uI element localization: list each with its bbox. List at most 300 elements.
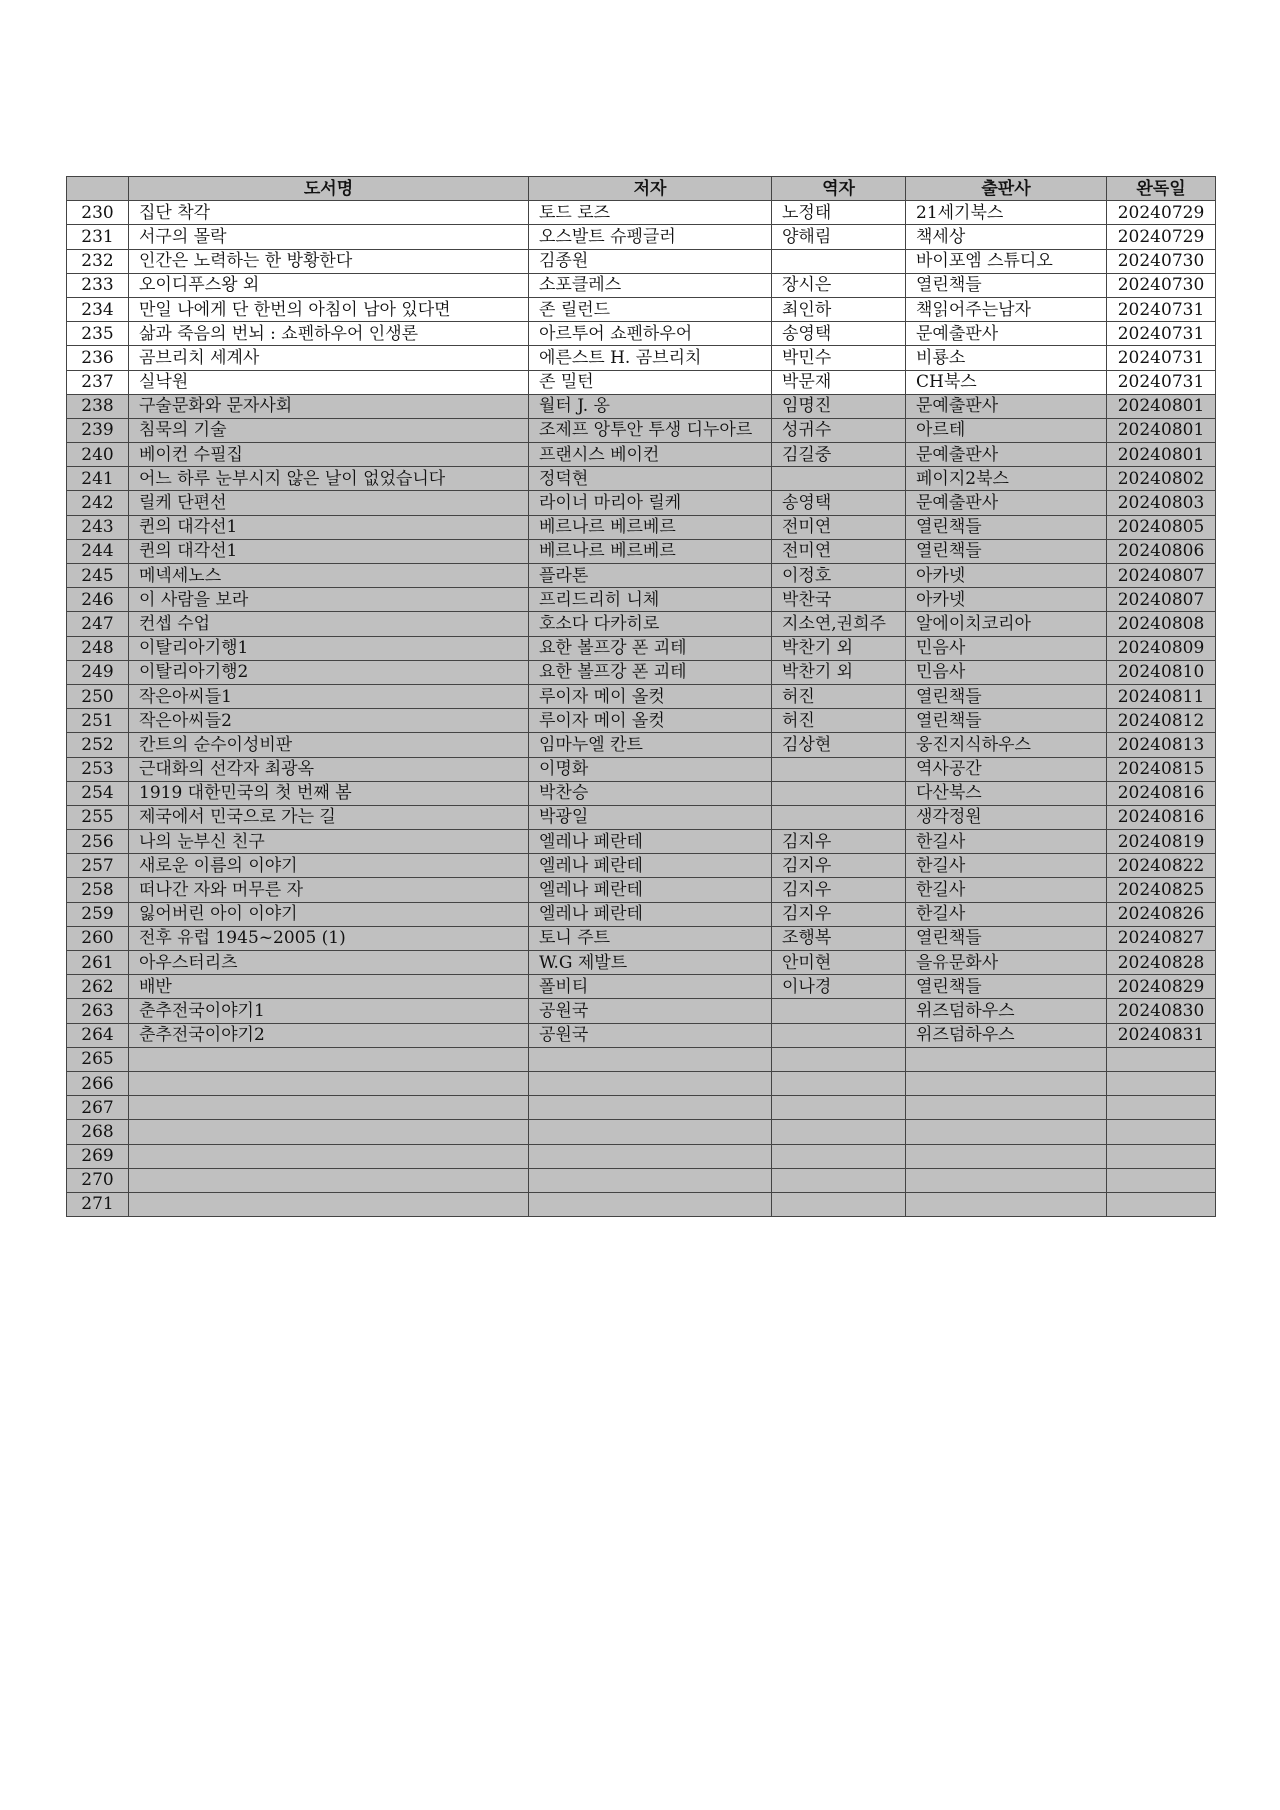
- publisher-cell: 비룡소: [906, 346, 1107, 370]
- book-title-cell: 작은아씨들2: [129, 709, 529, 733]
- translator-cell: [772, 249, 906, 273]
- translator-cell: 송영택: [772, 491, 906, 515]
- row-number-cell: 251: [67, 709, 129, 733]
- translator-cell: 양해림: [772, 225, 906, 249]
- table-row: [67, 1096, 1216, 1120]
- author-cell: 엘레나 페란테: [529, 878, 772, 902]
- translator-cell: 최인하: [772, 297, 906, 321]
- author-cell: 공원국: [529, 1023, 772, 1047]
- table-row: [67, 564, 1216, 588]
- publisher-cell: [906, 1192, 1107, 1216]
- publisher-cell: 한길사: [906, 878, 1107, 902]
- author-cell: [529, 1192, 772, 1216]
- translator-cell: 김지우: [772, 878, 906, 902]
- finish-date-cell: 20240805: [1107, 515, 1216, 539]
- finish-date-cell: 20240801: [1107, 394, 1216, 418]
- translator-cell: [772, 1120, 906, 1144]
- publisher-cell: 문예출판사: [906, 322, 1107, 346]
- translator-cell: 박문재: [772, 370, 906, 394]
- translator-cell: 장시은: [772, 273, 906, 297]
- finish-date-cell: 20240801: [1107, 418, 1216, 442]
- book-title-cell: 춘추전국이야기2: [129, 1023, 529, 1047]
- publisher-cell: CH북스: [906, 370, 1107, 394]
- header-publisher: 출판사: [906, 177, 1107, 201]
- book-title-cell: 베이컨 수필집: [129, 443, 529, 467]
- table-row: [67, 225, 1216, 249]
- translator-cell: 박민수: [772, 346, 906, 370]
- finish-date-cell: 20240731: [1107, 297, 1216, 321]
- publisher-cell: [906, 1144, 1107, 1168]
- translator-cell: 김길중: [772, 443, 906, 467]
- author-cell: [529, 1144, 772, 1168]
- table-row: [67, 733, 1216, 757]
- translator-cell: 성귀수: [772, 418, 906, 442]
- table-row: [67, 684, 1216, 708]
- author-cell: 정덕현: [529, 467, 772, 491]
- table-row: [67, 394, 1216, 418]
- book-title-cell: [129, 1120, 529, 1144]
- author-cell: 오스발트 슈펭글러: [529, 225, 772, 249]
- author-cell: 프랜시스 베이컨: [529, 443, 772, 467]
- table-row: [67, 346, 1216, 370]
- finish-date-cell: 20240831: [1107, 1023, 1216, 1047]
- row-number-cell: 265: [67, 1047, 129, 1071]
- book-title-cell: 릴케 단편선: [129, 491, 529, 515]
- finish-date-cell: 20240731: [1107, 370, 1216, 394]
- author-cell: 존 릴런드: [529, 297, 772, 321]
- finish-date-cell: [1107, 1144, 1216, 1168]
- finish-date-cell: 20240731: [1107, 322, 1216, 346]
- publisher-cell: 아카넷: [906, 564, 1107, 588]
- translator-cell: 허진: [772, 684, 906, 708]
- finish-date-cell: [1107, 1047, 1216, 1071]
- publisher-cell: 역사공간: [906, 757, 1107, 781]
- author-cell: W.G 제발트: [529, 951, 772, 975]
- row-number-cell: 260: [67, 926, 129, 950]
- row-number-cell: 236: [67, 346, 129, 370]
- book-title-cell: 퀸의 대각선1: [129, 539, 529, 563]
- table-row: [67, 1071, 1216, 1095]
- table-row: [67, 854, 1216, 878]
- row-number-cell: 238: [67, 394, 129, 418]
- row-number-cell: 249: [67, 660, 129, 684]
- translator-cell: 전미연: [772, 539, 906, 563]
- table-row: [67, 660, 1216, 684]
- translator-cell: [772, 1047, 906, 1071]
- translator-cell: 노정태: [772, 201, 906, 225]
- row-number-cell: 241: [67, 467, 129, 491]
- book-title-cell: [129, 1071, 529, 1095]
- row-number-cell: 255: [67, 805, 129, 829]
- author-cell: 공원국: [529, 999, 772, 1023]
- book-title-cell: 나의 눈부신 친구: [129, 830, 529, 854]
- publisher-cell: 문예출판사: [906, 443, 1107, 467]
- publisher-cell: 한길사: [906, 854, 1107, 878]
- finish-date-cell: 20240809: [1107, 636, 1216, 660]
- book-title-cell: [129, 1168, 529, 1192]
- author-cell: 프리드리히 니체: [529, 588, 772, 612]
- table-row: [67, 297, 1216, 321]
- book-title-cell: 제국에서 민국으로 가는 길: [129, 805, 529, 829]
- table-row: [67, 515, 1216, 539]
- header-author: 저자: [529, 177, 772, 201]
- finish-date-cell: [1107, 1120, 1216, 1144]
- author-cell: 월터 J. 옹: [529, 394, 772, 418]
- book-title-cell: 1919 대한민국의 첫 번째 봄: [129, 781, 529, 805]
- finish-date-cell: 20240731: [1107, 346, 1216, 370]
- publisher-cell: 열린책들: [906, 709, 1107, 733]
- translator-cell: 허진: [772, 709, 906, 733]
- author-cell: [529, 1096, 772, 1120]
- book-title-cell: [129, 1144, 529, 1168]
- row-number-cell: 248: [67, 636, 129, 660]
- table-row: [67, 1023, 1216, 1047]
- finish-date-cell: 20240816: [1107, 781, 1216, 805]
- finish-date-cell: 20240812: [1107, 709, 1216, 733]
- row-number-cell: 253: [67, 757, 129, 781]
- finish-date-cell: 20240802: [1107, 467, 1216, 491]
- book-title-cell: 이탈리아기행2: [129, 660, 529, 684]
- book-title-cell: [129, 1192, 529, 1216]
- translator-cell: 송영택: [772, 322, 906, 346]
- author-cell: 엘레나 페란테: [529, 902, 772, 926]
- publisher-cell: 민음사: [906, 636, 1107, 660]
- author-cell: 루이자 메이 올컷: [529, 684, 772, 708]
- row-number-cell: 262: [67, 975, 129, 999]
- finish-date-cell: [1107, 1071, 1216, 1095]
- publisher-cell: [906, 1096, 1107, 1120]
- publisher-cell: 열린책들: [906, 273, 1107, 297]
- translator-cell: 안미현: [772, 951, 906, 975]
- table-row: [67, 1144, 1216, 1168]
- row-number-cell: 257: [67, 854, 129, 878]
- publisher-cell: [906, 1047, 1107, 1071]
- author-cell: 토니 주트: [529, 926, 772, 950]
- finish-date-cell: 20240816: [1107, 805, 1216, 829]
- book-title-cell: 칸트의 순수이성비판: [129, 733, 529, 757]
- table-header-row: [67, 177, 1216, 201]
- book-title-cell: 배반: [129, 975, 529, 999]
- publisher-cell: 책세상: [906, 225, 1107, 249]
- row-number-cell: 268: [67, 1120, 129, 1144]
- finish-date-cell: 20240808: [1107, 612, 1216, 636]
- row-number-cell: 232: [67, 249, 129, 273]
- row-number-cell: 267: [67, 1096, 129, 1120]
- table-row: [67, 539, 1216, 563]
- row-number-cell: 242: [67, 491, 129, 515]
- translator-cell: [772, 757, 906, 781]
- translator-cell: 김지우: [772, 902, 906, 926]
- row-number-cell: 252: [67, 733, 129, 757]
- finish-date-cell: [1107, 1192, 1216, 1216]
- author-cell: 루이자 메이 올컷: [529, 709, 772, 733]
- author-cell: 호소다 다카히로: [529, 612, 772, 636]
- author-cell: 토드 로즈: [529, 201, 772, 225]
- finish-date-cell: 20240801: [1107, 443, 1216, 467]
- book-title-cell: 오이디푸스왕 외: [129, 273, 529, 297]
- header-title: 도서명: [129, 177, 529, 201]
- translator-cell: [772, 1192, 906, 1216]
- author-cell: [529, 1071, 772, 1095]
- row-number-cell: 237: [67, 370, 129, 394]
- row-number-cell: 230: [67, 201, 129, 225]
- book-title-cell: 인간은 노력하는 한 방황한다: [129, 249, 529, 273]
- table-row: [67, 273, 1216, 297]
- translator-cell: 이나경: [772, 975, 906, 999]
- book-title-cell: 실낙원: [129, 370, 529, 394]
- table-row: [67, 418, 1216, 442]
- publisher-cell: 열린책들: [906, 926, 1107, 950]
- publisher-cell: 책읽어주는남자: [906, 297, 1107, 321]
- publisher-cell: 알에이치코리아: [906, 612, 1107, 636]
- row-number-cell: 266: [67, 1071, 129, 1095]
- translator-cell: [772, 467, 906, 491]
- book-title-cell: 새로운 이름의 이야기: [129, 854, 529, 878]
- publisher-cell: 아르테: [906, 418, 1107, 442]
- author-cell: 베르나르 베르베르: [529, 539, 772, 563]
- table-row: [67, 1120, 1216, 1144]
- author-cell: 김종원: [529, 249, 772, 273]
- finish-date-cell: 20240810: [1107, 660, 1216, 684]
- book-title-cell: 잃어버린 아이 이야기: [129, 902, 529, 926]
- translator-cell: [772, 1071, 906, 1095]
- finish-date-cell: 20240826: [1107, 902, 1216, 926]
- finish-date-cell: 20240730: [1107, 273, 1216, 297]
- finish-date-cell: 20240729: [1107, 201, 1216, 225]
- book-title-cell: 퀸의 대각선1: [129, 515, 529, 539]
- book-title-cell: 구술문화와 문자사회: [129, 394, 529, 418]
- translator-cell: 박찬기 외: [772, 636, 906, 660]
- author-cell: 존 밀턴: [529, 370, 772, 394]
- publisher-cell: [906, 1071, 1107, 1095]
- finish-date-cell: 20240813: [1107, 733, 1216, 757]
- publisher-cell: 위즈덤하우스: [906, 1023, 1107, 1047]
- book-title-cell: 서구의 몰락: [129, 225, 529, 249]
- translator-cell: [772, 1096, 906, 1120]
- row-number-cell: 243: [67, 515, 129, 539]
- finish-date-cell: 20240811: [1107, 684, 1216, 708]
- finish-date-cell: 20240825: [1107, 878, 1216, 902]
- finish-date-cell: 20240807: [1107, 588, 1216, 612]
- row-number-cell: 245: [67, 564, 129, 588]
- row-number-cell: 233: [67, 273, 129, 297]
- table-row: [67, 322, 1216, 346]
- book-title-cell: 어느 하루 눈부시지 않은 날이 없었습니다: [129, 467, 529, 491]
- book-title-cell: 전후 유럽 1945~2005 (1): [129, 926, 529, 950]
- row-number-cell: 247: [67, 612, 129, 636]
- publisher-cell: 한길사: [906, 902, 1107, 926]
- book-title-cell: 작은아씨들1: [129, 684, 529, 708]
- finish-date-cell: 20240828: [1107, 951, 1216, 975]
- author-cell: 소포클레스: [529, 273, 772, 297]
- table-row: [67, 443, 1216, 467]
- book-title-cell: 집단 착각: [129, 201, 529, 225]
- row-number-cell: 231: [67, 225, 129, 249]
- table-row: [67, 201, 1216, 225]
- book-title-cell: 이탈리아기행1: [129, 636, 529, 660]
- author-cell: 요한 볼프강 폰 괴테: [529, 636, 772, 660]
- author-cell: 박찬승: [529, 781, 772, 805]
- row-number-cell: 271: [67, 1192, 129, 1216]
- table-row: [67, 612, 1216, 636]
- translator-cell: 임명진: [772, 394, 906, 418]
- finish-date-cell: [1107, 1168, 1216, 1192]
- publisher-cell: 위즈덤하우스: [906, 999, 1107, 1023]
- translator-cell: 김지우: [772, 854, 906, 878]
- author-cell: 폴비티: [529, 975, 772, 999]
- author-cell: 임마누엘 칸트: [529, 733, 772, 757]
- row-number-cell: 269: [67, 1144, 129, 1168]
- publisher-cell: 바이포엠 스튜디오: [906, 249, 1107, 273]
- translator-cell: [772, 1168, 906, 1192]
- author-cell: [529, 1120, 772, 1144]
- book-title-cell: 춘추전국이야기1: [129, 999, 529, 1023]
- table-body: [67, 201, 1216, 1217]
- finish-date-cell: 20240803: [1107, 491, 1216, 515]
- row-number-cell: 258: [67, 878, 129, 902]
- translator-cell: [772, 1023, 906, 1047]
- publisher-cell: 웅진지식하우스: [906, 733, 1107, 757]
- author-cell: 엘레나 페란테: [529, 854, 772, 878]
- row-number-cell: 240: [67, 443, 129, 467]
- author-cell: 박광일: [529, 805, 772, 829]
- publisher-cell: 을유문화사: [906, 951, 1107, 975]
- book-title-cell: 컨셉 수업: [129, 612, 529, 636]
- finish-date-cell: 20240827: [1107, 926, 1216, 950]
- finish-date-cell: 20240806: [1107, 539, 1216, 563]
- translator-cell: 전미연: [772, 515, 906, 539]
- publisher-cell: 한길사: [906, 830, 1107, 854]
- finish-date-cell: 20240815: [1107, 757, 1216, 781]
- finish-date-cell: 20240807: [1107, 564, 1216, 588]
- translator-cell: 이정호: [772, 564, 906, 588]
- translator-cell: 박찬기 외: [772, 660, 906, 684]
- table-row: [67, 926, 1216, 950]
- book-title-cell: [129, 1047, 529, 1071]
- publisher-cell: 다산북스: [906, 781, 1107, 805]
- book-title-cell: 아우스터리츠: [129, 951, 529, 975]
- finish-date-cell: 20240829: [1107, 975, 1216, 999]
- table-row: [67, 830, 1216, 854]
- row-number-cell: 270: [67, 1168, 129, 1192]
- row-number-cell: 256: [67, 830, 129, 854]
- row-number-cell: 259: [67, 902, 129, 926]
- row-number-cell: 239: [67, 418, 129, 442]
- translator-cell: [772, 1144, 906, 1168]
- row-number-cell: 235: [67, 322, 129, 346]
- table-row: [67, 781, 1216, 805]
- table-row: [67, 951, 1216, 975]
- author-cell: 베르나르 베르베르: [529, 515, 772, 539]
- table-row: [67, 709, 1216, 733]
- translator-cell: 김지우: [772, 830, 906, 854]
- publisher-cell: [906, 1120, 1107, 1144]
- book-title-cell: 떠나간 자와 머무른 자: [129, 878, 529, 902]
- publisher-cell: [906, 1168, 1107, 1192]
- publisher-cell: 열린책들: [906, 975, 1107, 999]
- book-title-cell: 이 사람을 보라: [129, 588, 529, 612]
- finish-date-cell: [1107, 1096, 1216, 1120]
- author-cell: 아르투어 쇼펜하우어: [529, 322, 772, 346]
- header-translator: 역자: [772, 177, 906, 201]
- translator-cell: 김상현: [772, 733, 906, 757]
- publisher-cell: 열린책들: [906, 515, 1107, 539]
- translator-cell: [772, 781, 906, 805]
- table-row: [67, 975, 1216, 999]
- publisher-cell: 열린책들: [906, 684, 1107, 708]
- table-row: [67, 1047, 1216, 1071]
- publisher-cell: 열린책들: [906, 539, 1107, 563]
- header-number: [67, 177, 129, 201]
- table-row: [67, 1192, 1216, 1216]
- publisher-cell: 문예출판사: [906, 491, 1107, 515]
- row-number-cell: 250: [67, 684, 129, 708]
- publisher-cell: 21세기북스: [906, 201, 1107, 225]
- author-cell: 플라톤: [529, 564, 772, 588]
- book-title-cell: 근대화의 선각자 최광옥: [129, 757, 529, 781]
- author-cell: 에른스트 H. 곰브리치: [529, 346, 772, 370]
- author-cell: 라이너 마리아 릴케: [529, 491, 772, 515]
- finish-date-cell: 20240830: [1107, 999, 1216, 1023]
- table-row: [67, 757, 1216, 781]
- header-date: 완독일: [1107, 177, 1216, 201]
- table-row: [67, 636, 1216, 660]
- table-row: [67, 370, 1216, 394]
- row-number-cell: 264: [67, 1023, 129, 1047]
- table-row: [67, 491, 1216, 515]
- table-row: [67, 249, 1216, 273]
- translator-cell: [772, 805, 906, 829]
- finish-date-cell: 20240819: [1107, 830, 1216, 854]
- row-number-cell: 234: [67, 297, 129, 321]
- book-title-cell: 메넥세노스: [129, 564, 529, 588]
- publisher-cell: 페이지2북스: [906, 467, 1107, 491]
- publisher-cell: 아카넷: [906, 588, 1107, 612]
- row-number-cell: 254: [67, 781, 129, 805]
- author-cell: 조제프 앙투안 투생 디누아르: [529, 418, 772, 442]
- table-row: [67, 902, 1216, 926]
- publisher-cell: 생각정원: [906, 805, 1107, 829]
- publisher-cell: 문예출판사: [906, 394, 1107, 418]
- table-row: [67, 878, 1216, 902]
- translator-cell: [772, 999, 906, 1023]
- book-title-cell: [129, 1096, 529, 1120]
- finish-date-cell: 20240730: [1107, 249, 1216, 273]
- author-cell: 요한 볼프강 폰 괴테: [529, 660, 772, 684]
- translator-cell: 지소연,권희주: [772, 612, 906, 636]
- row-number-cell: 263: [67, 999, 129, 1023]
- table-row: [67, 588, 1216, 612]
- finish-date-cell: 20240729: [1107, 225, 1216, 249]
- row-number-cell: 244: [67, 539, 129, 563]
- author-cell: [529, 1047, 772, 1071]
- book-title-cell: 만일 나에게 단 한번의 아침이 남아 있다면: [129, 297, 529, 321]
- author-cell: [529, 1168, 772, 1192]
- translator-cell: 박찬국: [772, 588, 906, 612]
- row-number-cell: 261: [67, 951, 129, 975]
- book-title-cell: 침묵의 기술: [129, 418, 529, 442]
- table-row: [67, 1168, 1216, 1192]
- author-cell: 이명화: [529, 757, 772, 781]
- table-row: [67, 805, 1216, 829]
- translator-cell: 조행복: [772, 926, 906, 950]
- publisher-cell: 민음사: [906, 660, 1107, 684]
- table-row: [67, 467, 1216, 491]
- author-cell: 엘레나 페란테: [529, 830, 772, 854]
- book-title-cell: 곰브리치 세계사: [129, 346, 529, 370]
- table-row: [67, 999, 1216, 1023]
- row-number-cell: 246: [67, 588, 129, 612]
